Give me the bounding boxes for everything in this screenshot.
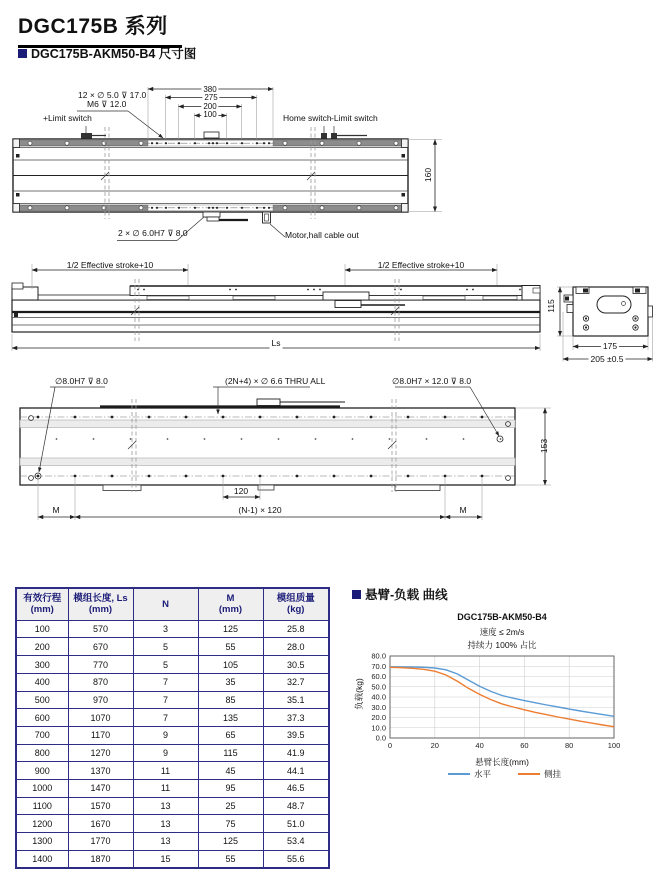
svg-text:100: 100 bbox=[607, 741, 621, 750]
spec-table-body bbox=[16, 620, 329, 868]
dim-label-thru-all: (2N+4) × ∅ 6.6 THRU ALL bbox=[225, 376, 326, 386]
table-cell: 100 bbox=[16, 620, 68, 638]
table-cell: 105 bbox=[198, 656, 263, 674]
dim-n-120: (N-1) × 120 bbox=[238, 505, 282, 515]
section-dimension-title: DGC175B-AKM50-B4 尺寸图 bbox=[31, 47, 197, 61]
label-motor-cable: Motor,hall cable out bbox=[285, 230, 359, 240]
label-minus-limit-switch: -Limit switch bbox=[331, 113, 378, 123]
table-cell: 55 bbox=[198, 638, 263, 656]
table-cell: 13 bbox=[133, 833, 198, 851]
table-cell: 870 bbox=[68, 673, 133, 691]
table-cell: 670 bbox=[68, 638, 133, 656]
column-header: N bbox=[133, 588, 198, 620]
spec-table bbox=[15, 587, 330, 869]
table-cell: 85 bbox=[198, 691, 263, 709]
table-cell: 800 bbox=[16, 744, 68, 762]
table-cell: 600 bbox=[16, 709, 68, 727]
page-title: DGC175B 系列 bbox=[18, 10, 182, 48]
table-cell: 35 bbox=[198, 673, 263, 691]
square-bullet-icon bbox=[352, 590, 361, 599]
table-row bbox=[16, 620, 329, 638]
table-row bbox=[16, 691, 329, 709]
table-cell: 1000 bbox=[16, 779, 68, 797]
drawing-top-view-linework bbox=[5, 85, 655, 253]
table-cell: 51.0 bbox=[263, 815, 329, 833]
svg-text:80.0: 80.0 bbox=[371, 651, 386, 661]
table-cell: 15 bbox=[133, 850, 198, 868]
legend-item-side-mount bbox=[518, 768, 561, 780]
table-cell: 125 bbox=[198, 833, 263, 851]
svg-text:0: 0 bbox=[387, 741, 393, 750]
drawing-side-view-linework bbox=[5, 255, 655, 367]
table-cell: 9 bbox=[133, 726, 198, 744]
dim-label-12-holes: 12 × ∅ 5.0 ⊽ 17.0 bbox=[78, 90, 147, 100]
table-cell: 45 bbox=[198, 762, 263, 780]
dim-380: 380 bbox=[203, 84, 217, 94]
table-cell: 53.4 bbox=[263, 833, 329, 851]
motor-cable-connector bbox=[203, 212, 271, 223]
section-curve-title: 悬臂-负载 曲线 bbox=[365, 588, 448, 602]
table-cell: 770 bbox=[68, 656, 133, 674]
dim-205: 205 ±0.5 bbox=[590, 354, 624, 364]
svg-text:0.0: 0.0 bbox=[375, 733, 386, 743]
table-row bbox=[16, 726, 329, 744]
svg-text:40.0: 40.0 bbox=[371, 692, 386, 702]
table-cell: 500 bbox=[16, 691, 68, 709]
dim-120: 120 bbox=[233, 486, 249, 496]
table-cell: 1470 bbox=[68, 779, 133, 797]
table-cell: 28.0 bbox=[263, 638, 329, 656]
dim-100: 100 bbox=[203, 110, 217, 119]
svg-text:50.0: 50.0 bbox=[371, 682, 386, 692]
table-row bbox=[16, 797, 329, 815]
table-row bbox=[16, 815, 329, 833]
table-cell: 13 bbox=[133, 797, 198, 815]
table-cell: 1170 bbox=[68, 726, 133, 744]
table-cell: 1670 bbox=[68, 815, 133, 833]
table-cell: 1300 bbox=[16, 833, 68, 851]
table-row bbox=[16, 779, 329, 797]
table-cell: 48.7 bbox=[263, 797, 329, 815]
table-row bbox=[16, 833, 329, 851]
table-cell: 44.1 bbox=[263, 762, 329, 780]
dim-label-pins: 2 × ∅ 6.0H7 ⊽ 8.0 bbox=[118, 228, 188, 238]
table-row bbox=[16, 709, 329, 727]
table-cell: 11 bbox=[133, 779, 198, 797]
table-cell: 700 bbox=[16, 726, 68, 744]
table-cell: 9 bbox=[133, 744, 198, 762]
section-load-curve bbox=[352, 585, 448, 603]
table-cell: 46.5 bbox=[263, 779, 329, 797]
table-cell: 1370 bbox=[68, 762, 133, 780]
dim-half-stroke-right: 1/2 Effective stroke+10 bbox=[377, 260, 465, 270]
table-cell: 11 bbox=[133, 762, 198, 780]
dim-160: 160 bbox=[423, 167, 434, 183]
dim-m-right: M bbox=[459, 505, 467, 515]
table-cell: 1070 bbox=[68, 709, 133, 727]
table-cell: 1400 bbox=[16, 850, 68, 868]
table-cell: 75 bbox=[198, 815, 263, 833]
dim-label-pin-right: ∅8.0H7 × 12.0 ⊽ 8.0 bbox=[392, 376, 472, 386]
dim-153: 153 bbox=[539, 438, 550, 454]
column-header: 有效行程 (mm) bbox=[16, 588, 68, 620]
dim-115: 115 bbox=[546, 299, 557, 313]
chart-x-axis-label: 悬臂长度(mm) bbox=[475, 757, 529, 767]
dim-label-pin-left: ∅8.0H7 ⊽ 8.0 bbox=[55, 376, 108, 386]
table-cell: 125 bbox=[198, 620, 263, 638]
table-cell: 200 bbox=[16, 638, 68, 656]
table-cell: 41.9 bbox=[263, 744, 329, 762]
svg-text:20: 20 bbox=[430, 741, 439, 750]
bottom-body bbox=[20, 408, 515, 485]
dim-label-m6: M6 ⊽ 12.0 bbox=[87, 99, 127, 109]
load-curve-chart bbox=[352, 650, 652, 750]
table-cell: 35.1 bbox=[263, 691, 329, 709]
svg-text:60: 60 bbox=[520, 741, 529, 750]
label-plus-limit-switch: +Limit switch bbox=[43, 113, 92, 123]
dim-175: 175 bbox=[602, 341, 618, 351]
table-cell: 25 bbox=[198, 797, 263, 815]
chart-title: DGC175B-AKM50-B4 bbox=[457, 612, 547, 622]
table-cell: 7 bbox=[133, 673, 198, 691]
table-cell: 55 bbox=[198, 850, 263, 868]
section-dimension-drawing bbox=[18, 44, 196, 62]
column-header: 模组质量 (kg) bbox=[263, 588, 329, 620]
table-cell: 300 bbox=[16, 656, 68, 674]
svg-text:30.0: 30.0 bbox=[371, 702, 386, 712]
legend-label-horizontal: 水平 bbox=[474, 769, 492, 779]
table-cell: 39.5 bbox=[263, 726, 329, 744]
table-cell: 5 bbox=[133, 638, 198, 656]
table-row bbox=[16, 850, 329, 868]
square-bullet-icon bbox=[18, 49, 27, 58]
dim-275: 275 bbox=[204, 93, 218, 102]
svg-text:70.0: 70.0 bbox=[371, 661, 386, 671]
table-cell: 1770 bbox=[68, 833, 133, 851]
table-row bbox=[16, 638, 329, 656]
dim-200: 200 bbox=[203, 101, 217, 111]
table-cell: 1100 bbox=[16, 797, 68, 815]
drawing-bottom-view-linework bbox=[5, 372, 655, 530]
table-cell: 135 bbox=[198, 709, 263, 727]
table-cell: 3 bbox=[133, 620, 198, 638]
table-cell: 25.8 bbox=[263, 620, 329, 638]
table-row bbox=[16, 673, 329, 691]
end-view bbox=[564, 287, 653, 336]
table-cell: 970 bbox=[68, 691, 133, 709]
table-cell: 115 bbox=[198, 744, 263, 762]
dim-m-left: M bbox=[52, 505, 60, 515]
curve-水平 bbox=[390, 667, 614, 717]
legend-line-horizontal-icon bbox=[448, 773, 470, 775]
table-cell: 900 bbox=[16, 762, 68, 780]
table-cell: 1570 bbox=[68, 797, 133, 815]
svg-text:40: 40 bbox=[475, 741, 484, 750]
limit-switches bbox=[81, 126, 367, 139]
table-cell: 30.5 bbox=[263, 656, 329, 674]
dim-ls: Ls bbox=[271, 338, 281, 348]
table-cell: 1870 bbox=[68, 850, 133, 868]
table-cell: 37.3 bbox=[263, 709, 329, 727]
svg-text:80: 80 bbox=[565, 741, 574, 750]
table-cell: 13 bbox=[133, 815, 198, 833]
table-cell: 7 bbox=[133, 709, 198, 727]
svg-text:60.0: 60.0 bbox=[371, 672, 386, 682]
table-row bbox=[16, 656, 329, 674]
table-cell: 7 bbox=[133, 691, 198, 709]
chart-subtitle-force: 持续力 100% 占比 bbox=[467, 640, 537, 650]
legend-line-side-mount-icon bbox=[518, 773, 540, 775]
svg-text:10.0: 10.0 bbox=[371, 723, 386, 733]
table-cell: 95 bbox=[198, 779, 263, 797]
table-row bbox=[16, 744, 329, 762]
table-cell: 570 bbox=[68, 620, 133, 638]
table-cell: 65 bbox=[198, 726, 263, 744]
side-body bbox=[12, 295, 540, 332]
dim-half-stroke-left: 1/2 Effective stroke+10 bbox=[66, 260, 154, 270]
chart-subtitle-speed: 速度 ≤ 2m/s bbox=[479, 627, 525, 637]
label-home-switch: Home switch bbox=[283, 113, 332, 123]
table-cell: 5 bbox=[133, 656, 198, 674]
module-body bbox=[13, 139, 408, 212]
table-cell: 55.6 bbox=[263, 850, 329, 868]
legend-label-side-mount: 侧挂 bbox=[544, 769, 562, 779]
column-header: M (mm) bbox=[198, 588, 263, 620]
table-cell: 400 bbox=[16, 673, 68, 691]
table-cell: 1200 bbox=[16, 815, 68, 833]
legend-item-horizontal bbox=[448, 768, 491, 780]
spec-table-head-row bbox=[16, 588, 329, 620]
svg-text:20.0: 20.0 bbox=[371, 713, 386, 723]
table-cell: 32.7 bbox=[263, 673, 329, 691]
column-header: 模组长度, Ls (mm) bbox=[68, 588, 133, 620]
table-cell: 1270 bbox=[68, 744, 133, 762]
chart-y-axis-label: 负载(kg) bbox=[354, 678, 365, 710]
table-row bbox=[16, 762, 329, 780]
